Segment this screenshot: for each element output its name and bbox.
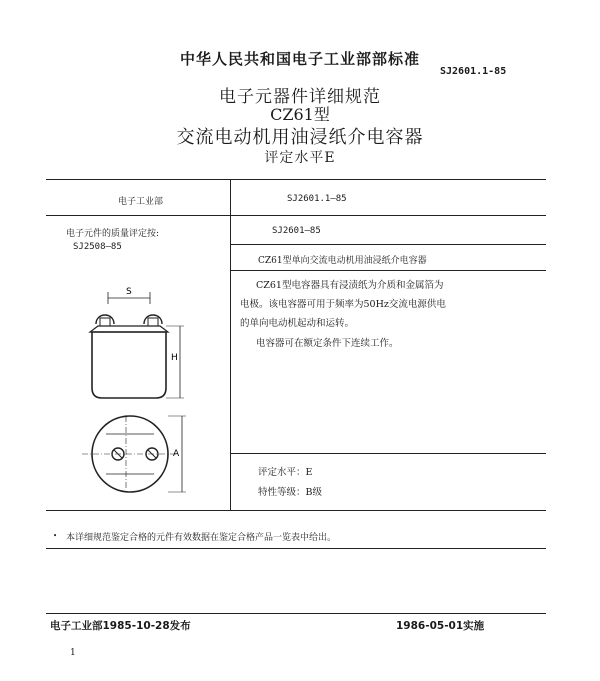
title-line-3: 交流电动机用油浸纸介电容器 [176,127,424,148]
blank-spec-cell: SJ2601—85 [272,226,321,236]
terminal [148,318,158,326]
issuing-authority: 中华人民共和国电子工业部部标准 [179,50,420,68]
title-line-4: 评定水平E [264,150,336,166]
quality-assessment-label: 电子元件的质量评定按: [66,229,160,239]
quality-assessment-std: SJ2508—85 [73,242,122,252]
terminal [96,315,114,324]
table-row-divider [231,244,546,245]
dimension-h-label: H [171,353,178,363]
capacitor-outline-drawing [60,268,230,508]
dimension-a-label: A [173,449,180,459]
description-line-4: 电容器可在额定条件下连续工作。 [256,338,399,349]
description-line-2: 电极。该电容器可用于频率为50Hz交流电源供电 [240,299,446,310]
ministry-cell: 电子工业部 [118,197,164,207]
standard-code: SJ2601.1-85 [440,66,507,77]
dimension-s-label: S [126,287,132,297]
table-top-rule [46,179,546,180]
table-center-divider [230,180,231,510]
effective-date: 1986-05-01实施 [396,620,485,632]
terminal [100,318,110,326]
spec-number-cell: SJ2601.1—85 [287,194,347,204]
footer-rule [46,613,546,614]
note-rule [46,548,546,549]
description-line-1: CZ61型电容器具有浸渍纸为介质和金属箔为 [256,280,444,291]
capacitor-body [92,332,166,398]
product-name-cell: CZ61型单向交流电动机用油浸纸介电容器 [258,256,427,266]
issue-date: 电子工业部1985-10-28发布 [50,620,191,632]
characteristic-grade: 特性等级：B级 [258,487,322,498]
table-row-divider [231,453,546,454]
description-line-3: 的单向电动机起动和运转。 [240,318,355,329]
terminal [144,315,162,324]
table-row-divider [46,215,546,216]
page-number: 1 [70,648,76,658]
table-bottom-rule [46,510,546,511]
title-line-1: 电子元器件详细规范 [219,87,381,107]
title-line-2: CZ61型 [270,105,330,124]
table-row-divider [231,270,546,271]
qualification-note: 本详细规范鉴定合格的元件有效数据在鉴定合格产品一览表中给出。 [66,533,337,543]
assessment-level: 评定水平：E [258,467,313,478]
note-marker: • [53,532,58,540]
capacitor-lid [90,326,168,332]
